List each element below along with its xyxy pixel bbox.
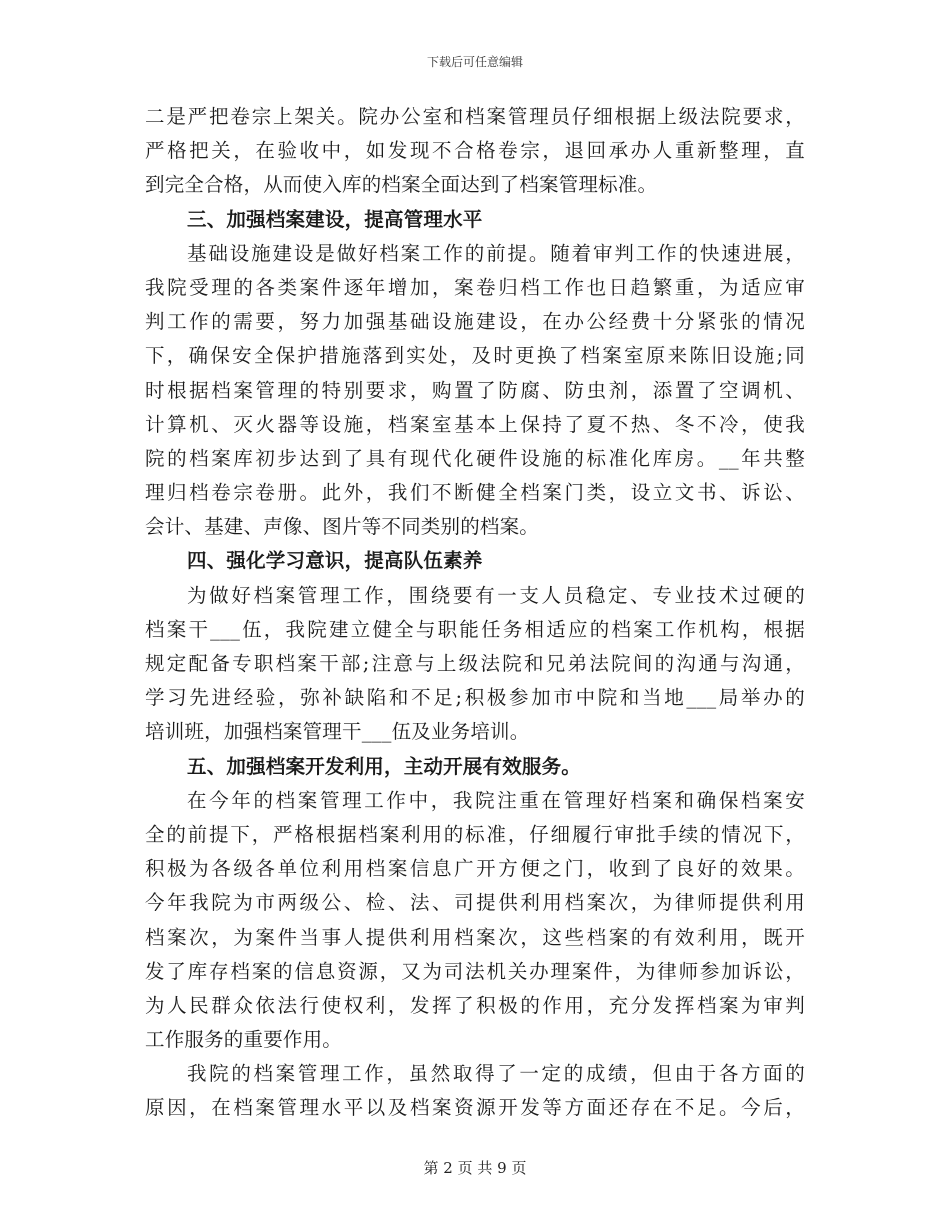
section-heading: 五、加强档案开发利用，主动开展有效服务。 <box>187 754 582 778</box>
body-line: 二是严把卷宗上架关。院办公室和档案管理员仔细根据上级法院要求， <box>145 105 805 128</box>
body-line: 理归档卷宗卷册。此外，我们不断健全档案门类，设立文书、诉讼、 <box>145 481 805 505</box>
body-line: 学习先进经验，弥补缺陷和不足;积极参加市中院和当地___局举办的 <box>145 686 805 710</box>
body-line: 档案干___伍，我院建立健全与职能任务相适应的档案工作机构，根据 <box>145 617 805 641</box>
body-line: 我院受理的各类案件逐年增加，案卷归档工作也日趋繁重，为适应审 <box>145 275 805 299</box>
body-line: 积极为各级各单位利用档案信息广开方便之门，收到了良好的效果。 <box>145 857 805 881</box>
body-line: 在今年的档案管理工作中，我院注重在管理好档案和确保档案安 <box>187 788 805 812</box>
body-line: 培训班，加强档案管理干___伍及业务培训。 <box>145 720 530 744</box>
body-line: 严格把关，在验收中，如发现不合格卷宗，退回承办人重新整理，直 <box>145 139 805 163</box>
body-line: 到完全合格，从而使入库的档案全面达到了档案管理标准。 <box>145 173 658 197</box>
body-line: 为做好档案管理工作，围绕要有一支人员稳定、专业技术过硬的 <box>187 583 805 607</box>
body-line: 时根据档案管理的特别要求，购置了防腐、防虫剂，添置了空调机、 <box>145 378 805 402</box>
section-heading: 四、强化学习意识，提高队伍素养 <box>187 549 483 573</box>
page-footer: 第 2 页 共 9 页 <box>423 1159 527 1177</box>
body-line: 会计、基建、声像、图片等不同类别的档案。 <box>145 515 540 539</box>
body-line: 我院的档案管理工作，虽然取得了一定的成绩，但由于各方面的 <box>187 1062 805 1086</box>
document-body <box>145 100 805 1126</box>
body-line: 今年我院为市两级公、检、法、司提供利用档案次，为律师提供利用 <box>145 891 805 915</box>
body-line: 发了库存档案的信息资源，又为司法机关办理案件，为律师参加诉讼， <box>145 959 805 983</box>
body-line: 计算机、灭火器等设施，档案室基本上保持了夏不热、冬不冷，使我 <box>145 412 805 436</box>
body-line: 工作服务的重要作用。 <box>145 1028 343 1052</box>
body-line: 下，确保安全保护措施落到实处，及时更换了档案室原来陈旧设施;同 <box>145 344 805 368</box>
body-line: 判工作的需要，努力加强基础设施建设，在办公经费十分紧张的情况 <box>145 310 805 334</box>
body-line: 原因，在档案管理水平以及档案资源开发等方面还存在不足。今后， <box>145 1096 805 1120</box>
body-line: 基础设施建设是做好档案工作的前提。随着审判工作的快速进展， <box>187 241 805 265</box>
body-line: 院的档案库初步达到了具有现代化硬件设施的标准化库房。__年共整 <box>145 446 805 470</box>
body-line: 规定配备专职档案干部;注意与上级法院和兄弟法院间的沟通与沟通， <box>145 652 805 675</box>
body-line: 全的前提下，严格根据档案利用的标准，仔细履行审批手续的情况下， <box>145 822 805 846</box>
page-header: 下载后可任意编辑 <box>426 55 523 69</box>
body-line: 为人民群众依法行使权利，发挥了积极的作用，充分发挥档案为审判 <box>145 993 805 1017</box>
section-heading: 三、加强档案建设，提高管理水平 <box>187 207 483 231</box>
body-line: 档案次，为案件当事人提供利用档案次，这些档案的有效利用，既开 <box>145 925 805 949</box>
